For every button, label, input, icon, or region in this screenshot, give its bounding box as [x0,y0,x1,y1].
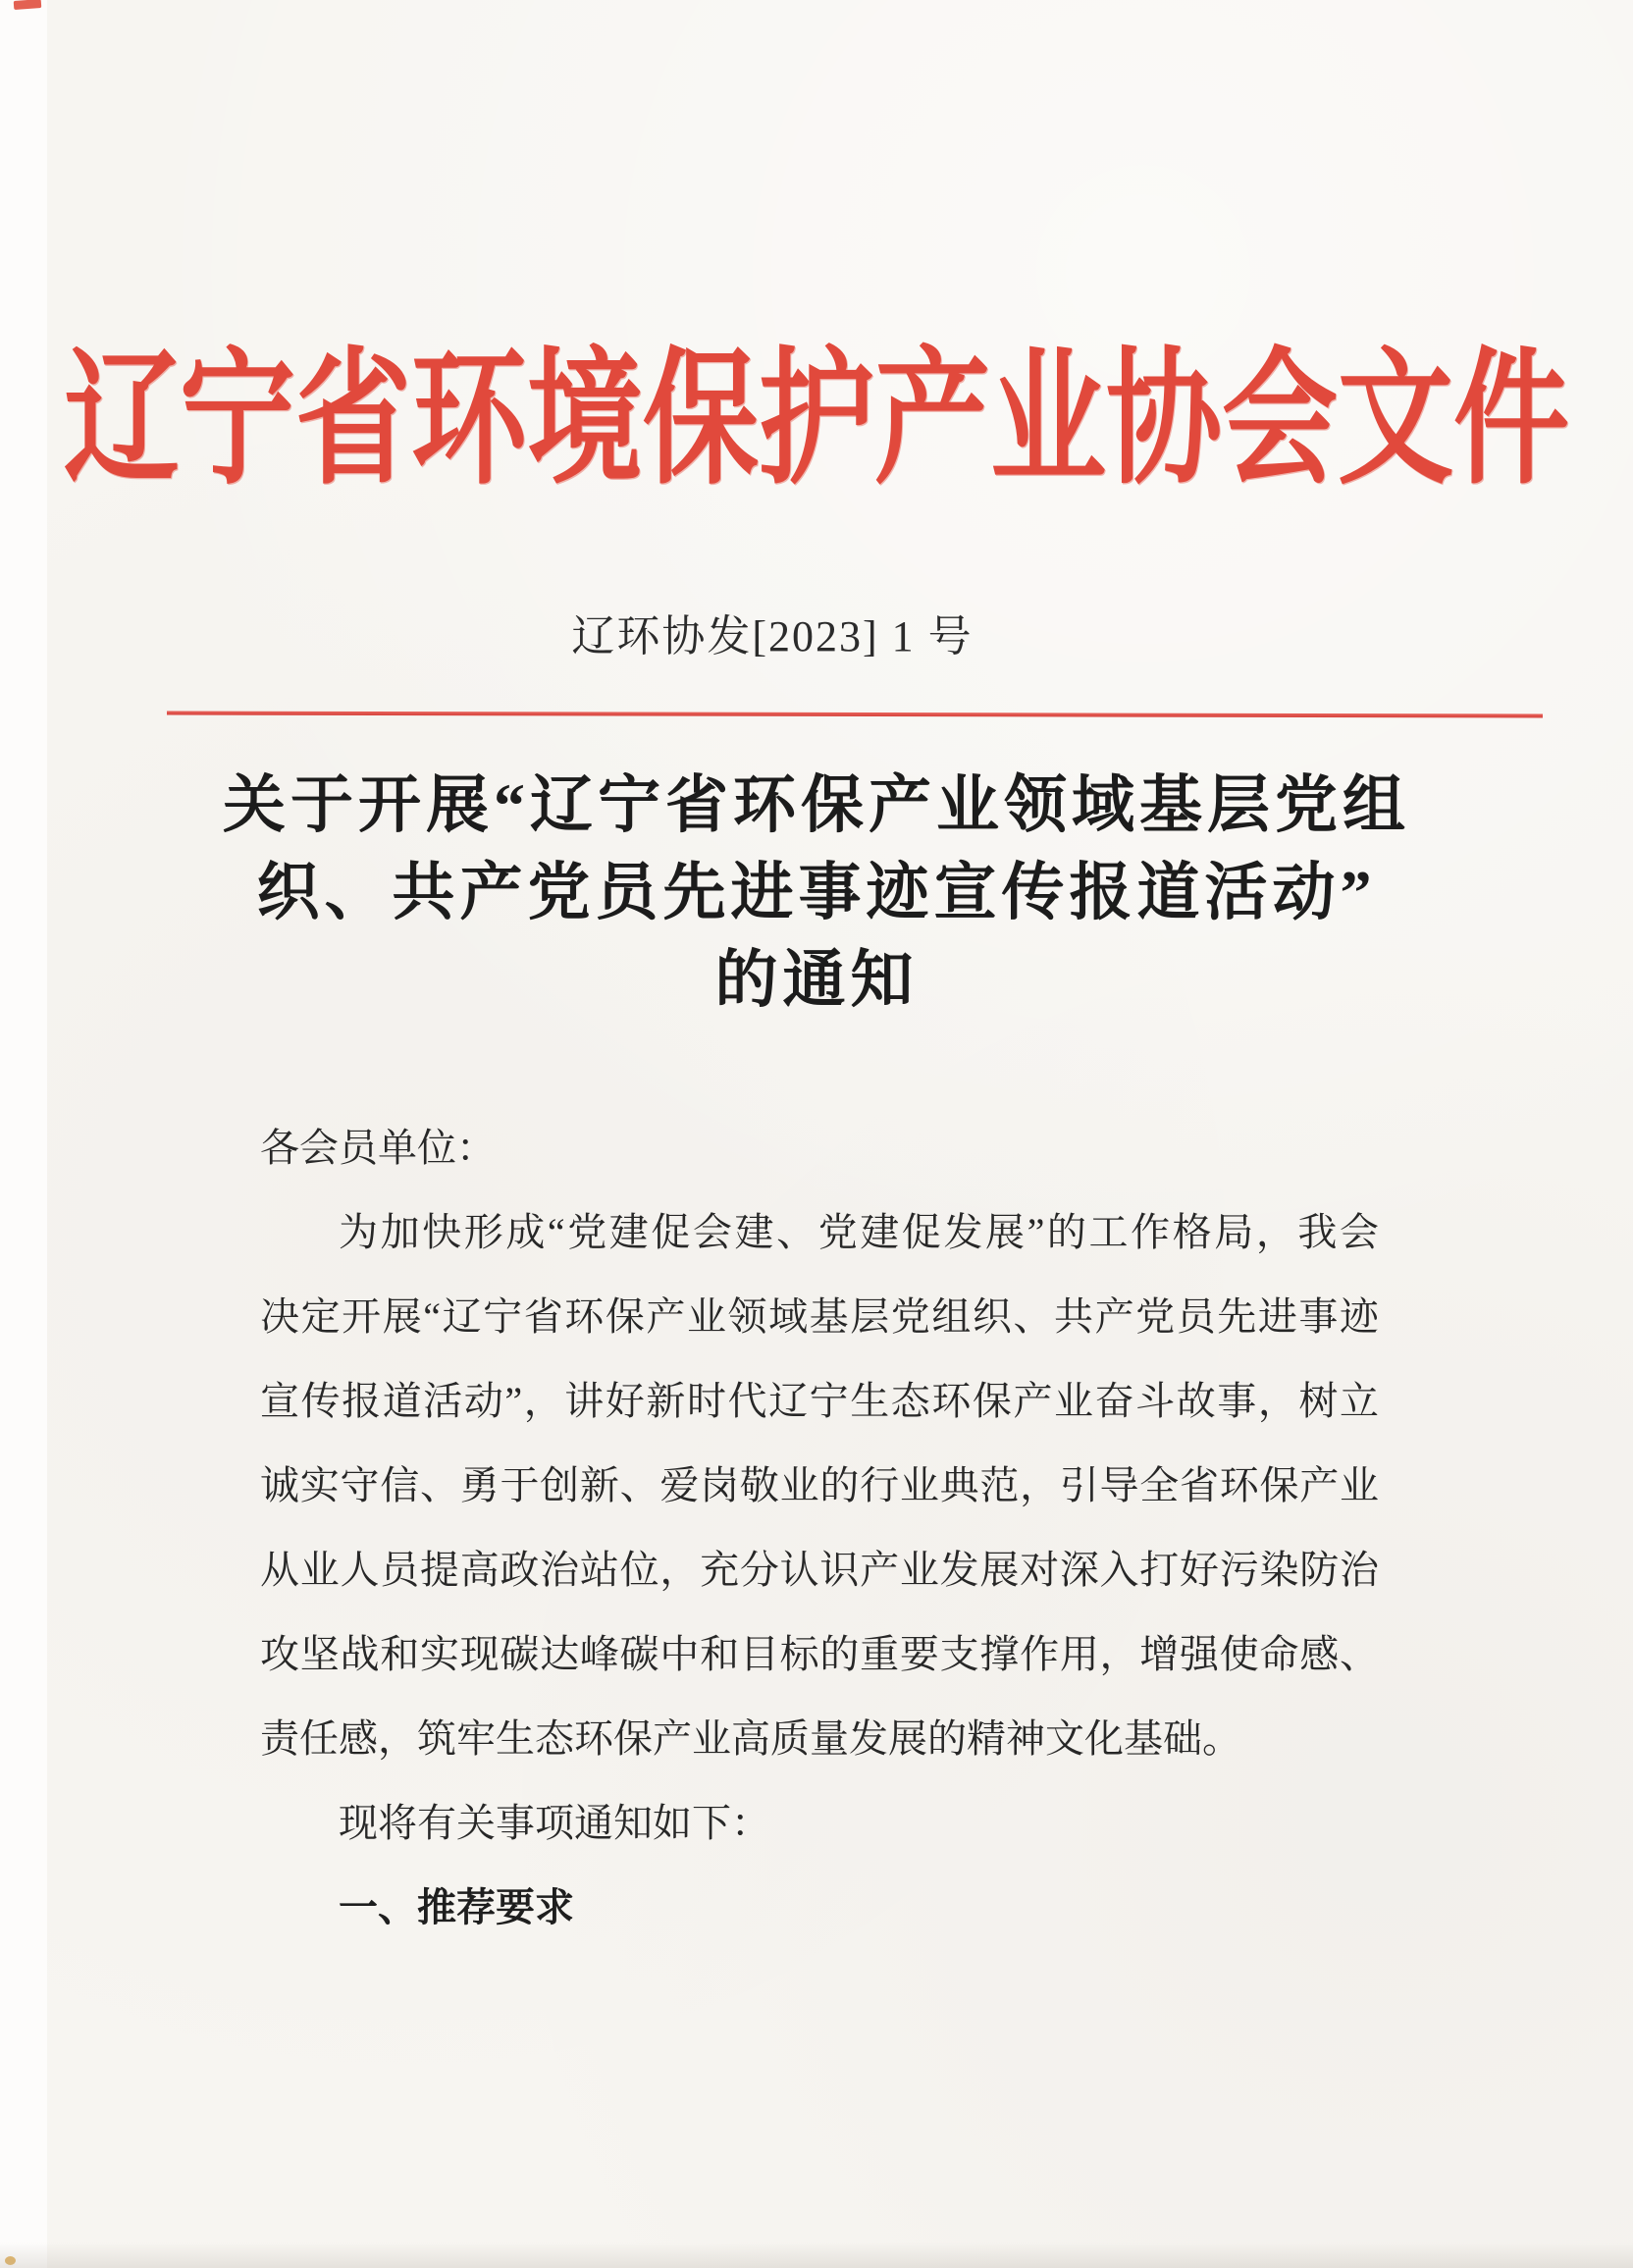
body-line: 宣传报道活动”，讲好新时代辽宁生态环保产业奋斗故事，树立 [260,1379,1379,1423]
section-heading: 一、推荐要求 [339,1885,574,1929]
body-line: 攻坚战和实现碳达峰碳中和目标的重要支撑作用，增强使命感、 [260,1632,1379,1676]
notice-title-line-1: 关于开展“辽宁省环保产业领域基层党组 [223,770,1410,840]
notice-title-line-2: 织、共产党员先进事迹宣传报道活动” [256,858,1377,927]
org-title [0,339,1633,502]
scan-edge-bottom [0,2242,1633,2268]
body-line: 从业人员提高政治站位，充分认识产业发展对深入打好污染防治 [260,1548,1379,1592]
notice-title-line-3: 的通知 [714,945,919,1015]
body-line: 为加快形成“党建促会建、党建促发展”的工作格局，我会 [339,1210,1379,1254]
notice-title [0,762,1633,1024]
body-line: 决定开展“辽宁省环保产业领域基层党组织、共产党员先进事迹 [260,1294,1379,1339]
scan-edge-left [0,0,47,2268]
body-line: 责任感，筑牢生态环保产业高质量发展的精神文化基础。 [260,1716,1241,1761]
salutation: 各会员单位： [260,1126,496,1170]
notice-intro-line: 现将有关事项通知如下： [339,1801,770,1845]
body-line: 诚实守信、勇于创新、爱岗敬业的行业典范，引导全省环保产业 [260,1463,1379,1507]
doc-number: 辽环协发[2023] 1 号 [571,612,974,660]
red-separator-line [167,712,1543,718]
org-title-text: 辽宁省环境保护产业协会文件 [63,339,1569,502]
document-body [260,1106,1379,1950]
